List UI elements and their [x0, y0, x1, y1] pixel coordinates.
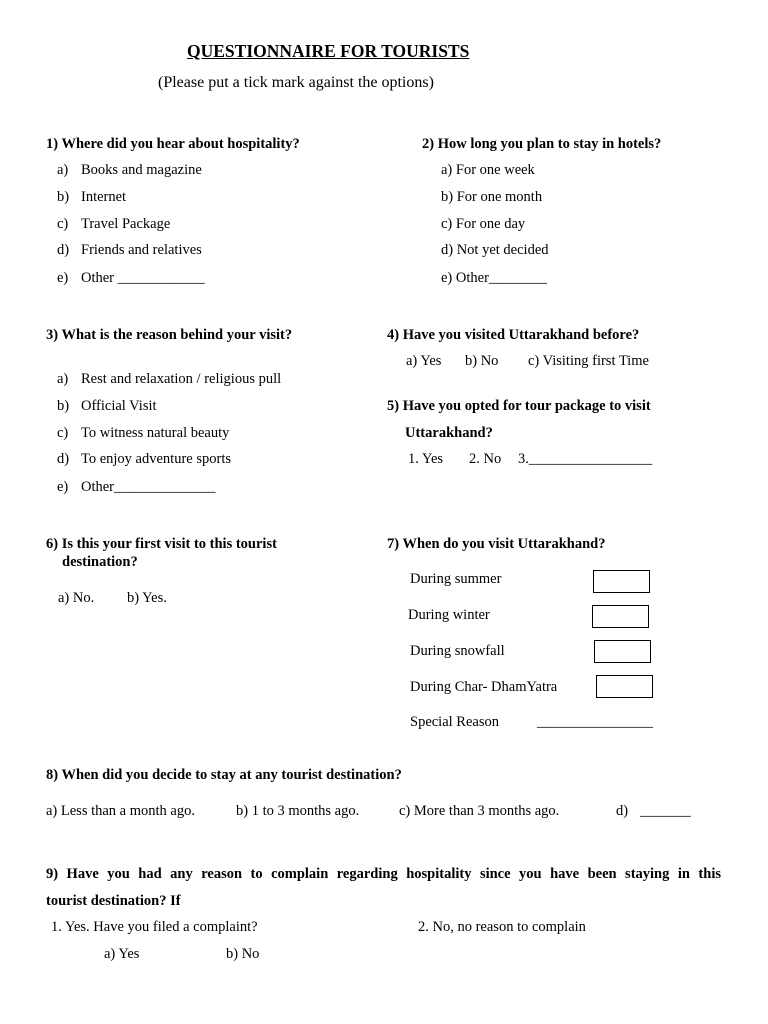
q3-option-d[interactable]	[57, 450, 231, 468]
option-text: Rest and relaxation / religious pull	[81, 371, 282, 387]
option-text: Other ____________	[81, 270, 205, 286]
q3-option-b[interactable]	[57, 397, 157, 415]
q2-option-c[interactable]: c) For one day	[441, 216, 526, 232]
q2-option-e[interactable]: e) Other________	[441, 270, 547, 286]
option-text: To enjoy adventure sports	[81, 451, 231, 467]
q2-option-d[interactable]: d) Not yet decided	[441, 242, 549, 258]
option-text: Internet	[81, 189, 127, 205]
q9-question-line1: 9) Have you had any reason to complain regarding hospitality since you have been staying in this	[46, 866, 721, 882]
q9-sub-option-b[interactable]: b) No	[226, 946, 260, 962]
option-label: c)	[57, 216, 69, 232]
q7-option-snowfall: During snowfall	[410, 643, 505, 659]
q8-option-b[interactable]: b) 1 to 3 months ago.	[236, 803, 360, 819]
option-text: Official Visit	[81, 398, 157, 414]
q1-option-e[interactable]	[57, 269, 205, 287]
option-label: a)	[57, 371, 69, 387]
option-text: Friends and relatives	[81, 242, 202, 258]
q1-option-a[interactable]	[57, 161, 202, 179]
q1-question: 1) Where did you hear about hospitality?	[46, 136, 300, 152]
q5-option-2[interactable]: 2. No	[469, 451, 502, 467]
q5-option-3[interactable]: 3._________________	[518, 451, 653, 467]
option-label: b)	[57, 189, 70, 205]
q4-question: 4) Have you visited Uttarakhand before?	[387, 327, 640, 343]
q2-option-a[interactable]: a) For one week	[441, 162, 535, 178]
q7-option-winter: During winter	[408, 607, 490, 623]
q3-option-c[interactable]	[57, 424, 229, 442]
q2-option-b[interactable]: b) For one month	[441, 189, 543, 205]
q5-question-line1: 5) Have you opted for tour package to visit	[387, 398, 651, 414]
q8-question: 8) When did you decide to stay at any tourist destination?	[46, 767, 402, 783]
q7-question: 7) When do you visit Uttarakhand?	[387, 536, 606, 552]
option-text: To witness natural beauty	[81, 425, 230, 441]
option-label: e)	[57, 479, 69, 495]
option-label: c)	[57, 425, 69, 441]
q4-option-c[interactable]: c) Visiting first Time	[528, 353, 649, 369]
q7-option-summer: During summer	[410, 571, 502, 587]
q8-option-d[interactable]: d)	[616, 803, 629, 819]
q7-checkbox-chardham[interactable]	[596, 675, 653, 698]
q6-option-b[interactable]: b) Yes.	[127, 590, 167, 606]
q7-special-reason-label: Special Reason	[410, 714, 499, 730]
q1-option-d[interactable]	[57, 241, 202, 259]
q7-checkbox-summer[interactable]	[593, 570, 650, 593]
q2-question: 2) How long you plan to stay in hotels?	[422, 136, 662, 152]
q1-option-b[interactable]	[57, 188, 126, 206]
q5-option-1[interactable]: 1. Yes	[408, 451, 444, 467]
q7-checkbox-winter[interactable]	[592, 605, 649, 628]
option-label: a)	[57, 162, 69, 178]
q6-question-line1: 6) Is this your first visit to this tourist	[46, 536, 277, 552]
q3-option-a[interactable]	[57, 370, 281, 388]
option-label: d)	[57, 451, 70, 467]
q7-special-reason-blank[interactable]: ________________	[537, 714, 653, 730]
option-label: e)	[57, 270, 69, 286]
q9-option-1[interactable]: 1. Yes. Have you filed a complaint?	[51, 919, 258, 935]
q9-sub-option-a[interactable]: a) Yes	[104, 946, 140, 962]
q1-option-c[interactable]	[57, 215, 170, 233]
q4-option-a[interactable]: a) Yes	[406, 353, 442, 369]
option-text: Travel Package	[81, 216, 171, 232]
option-text: Books and magazine	[81, 162, 202, 178]
q4-option-b[interactable]: b) No	[465, 353, 499, 369]
q8-option-c[interactable]: c) More than 3 months ago.	[399, 803, 560, 819]
q6-question-line2: destination?	[62, 554, 138, 570]
q6-option-a[interactable]: a) No.	[58, 590, 95, 606]
page-title: QUESTIONNAIRE FOR TOURISTS	[187, 41, 470, 61]
q3-option-e[interactable]	[57, 478, 216, 496]
q9-option-2[interactable]: 2. No, no reason to complain	[418, 919, 586, 935]
q7-checkbox-snowfall[interactable]	[594, 640, 651, 663]
page-subtitle: (Please put a tick mark against the options)	[158, 74, 434, 91]
option-label: b)	[57, 398, 70, 414]
q3-question: 3) What is the reason behind your visit?	[46, 327, 293, 343]
q5-question-line2: Uttarakhand?	[405, 425, 493, 441]
option-label: d)	[57, 242, 70, 258]
q7-option-chardham: During Char- DhamYatra	[410, 679, 558, 695]
q8-option-d-blank[interactable]: _______	[640, 803, 691, 819]
q8-option-a[interactable]: a) Less than a month ago.	[46, 803, 195, 819]
q9-question-line2: tourist destination? If	[46, 893, 181, 909]
option-text: Other______________	[81, 479, 216, 495]
